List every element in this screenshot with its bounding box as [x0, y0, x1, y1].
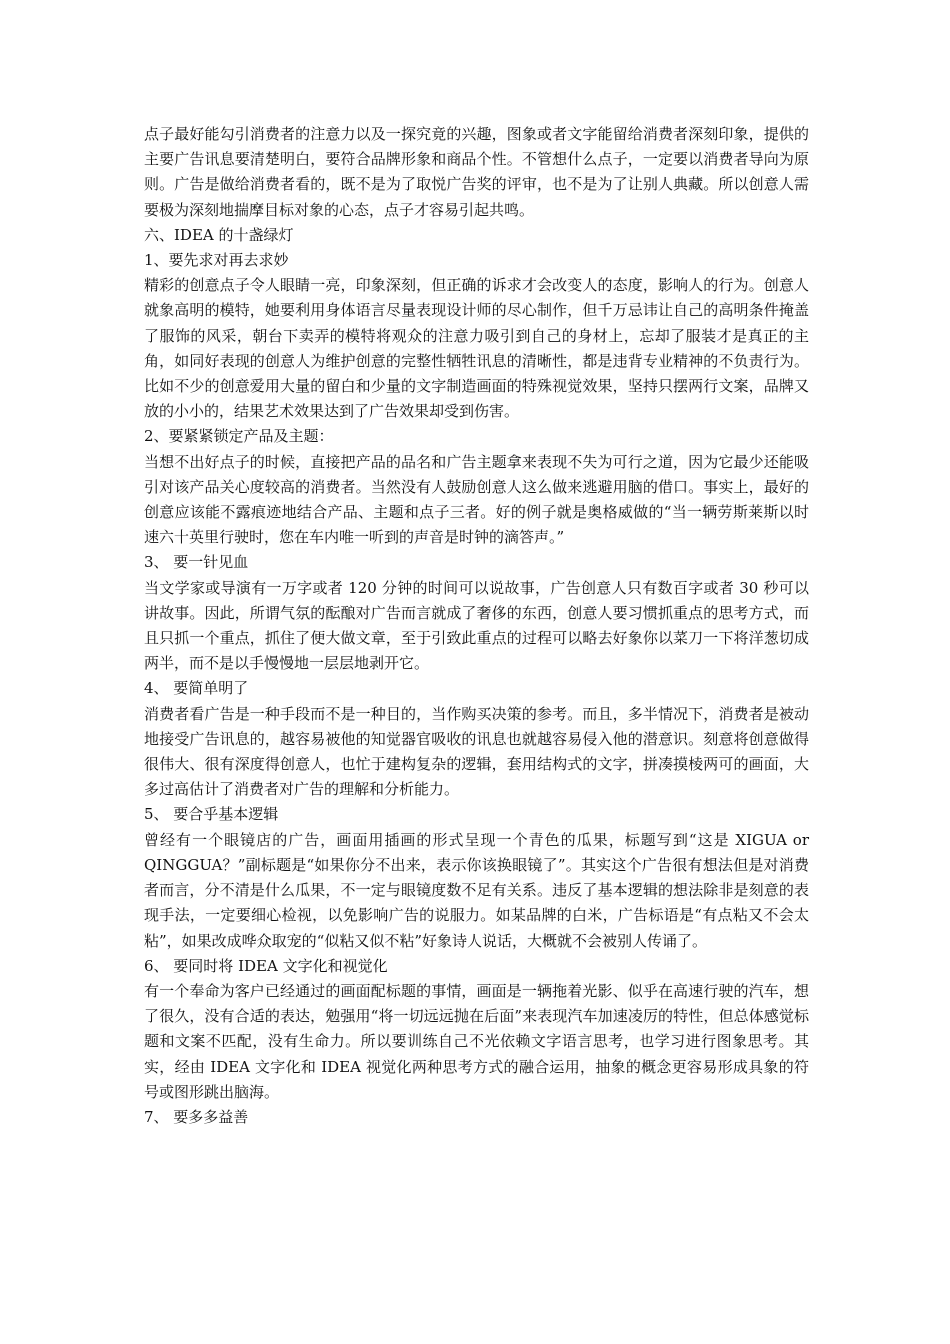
section-heading: 六、IDEA 的十盏绿灯	[144, 225, 294, 244]
item-heading-7: 7、 要多多益善	[144, 1107, 249, 1126]
item-heading-6: 6、 要同时将 IDEA 文字化和视觉化	[144, 956, 388, 975]
item-body-3: 当文学家或导演有一万字或者 120 分钟的时间可以说故事，广告创意人只有数百字或者 30 秒可以讲故事。因此，所谓气氛的酝酿对广告而言就成了奢侈的东西，创意人要习惯抓重点的思考方式，而且只抓一个重点，抓住了便大做文章，至于引致此重点的过程可以略去好象你以菜刀一下将洋葱切成两半，而不是以手慢慢地一层层地剥开它。	[144, 578, 809, 673]
item-body-1: 精彩的创意点子令人眼睛一亮，印象深刻，但正确的诉求才会改变人的态度，影响人的行为。创意人就象高明的模特，她要利用身体语言尽量表现设计师的尽心制作，但千万忌讳让自己的高明条件掩盖了服饰的风采，朝台下卖弄的模特将观众的注意力吸引到自己的身材上，忘却了服装才是真正的主角，如同好表现的创意人为维护创意的完整性牺牲讯息的清晰性，都是违背专业精神的不负责行为。比如不少的创意爱用大量的留白和少量的文字制造画面的特殊视觉效果，坚持只摆两行文案，品牌又放的小小的，结果艺术效果达到了广告效果却受到伤害。	[144, 276, 809, 421]
item-body-4: 消费者看广告是一种手段而不是一种目的，当作购买决策的参考。而且，多半情况下，消费者是被动地接受广告讯息的，越容易被他的知觉器官吸收的讯息也就越容易侵入他的潜意识。刻意将创意做得很伟大、很有深度得创意人，也忙于建构复杂的逻辑，套用结构式的文字，拼凑摸棱两可的画面，大多过高估计了消费者对广告的理解和分析能力。	[144, 704, 809, 799]
paragraph-intro: 点子最好能勾引消费者的注意力以及一探究竟的兴趣，图象或者文字能留给消费者深刻印象，提供的主要广告讯息要清楚明白，要符合品牌形象和商品个性。不管想什么点子，一定要以消费者导向为原则。广告是做给消费者看的，既不是为了取悦广告奖的评审，也不是为了让别人典藏。所以创意人需要极为深刻地揣摩目标对象的心态，点子才容易引起共鸣。	[144, 125, 809, 219]
item-body-6: 有一个奉命为客户已经通过的画面配标题的事情，画面是一辆拖着光影、似乎在高速行驶的汽车，想了很久，没有合适的表达，勉强用“将一切远远抛在后面”来表现汽车加速凌厉的特性，但总体感觉标题和文案不匹配，没有生命力。所以要训练自己不光依赖文字语言思考，也学习进行图象思考。其实，经由 IDEA 文字化和 IDEA 视觉化两种思考方式的融合运用，抽象的概念更容易形成具象的符号或图形跳出脑海。	[144, 981, 809, 1101]
item-heading-1: 1、要先求对再去求妙	[144, 251, 289, 270]
document-body	[144, 122, 809, 1130]
item-heading-5: 5、 要合乎基本逻辑	[144, 805, 279, 824]
item-body-2: 当想不出好点子的时候，直接把产品的品名和广告主题拿来表现不失为可行之道，因为它最少还能吸引对该产品关心度较高的消费者。当然没有人鼓励创意人这么做来逃避用脑的借口。事实上，最好的创意应该能不露痕迹地结合产品、主题和点子三者。好的例子就是奥格威做的“当一辆劳斯莱斯以时速六十英里行驶时，您在车内唯一听到的声音是时钟的滴答声。”	[144, 452, 809, 547]
item-body-5: 曾经有一个眼镜店的广告，画面用插画的形式呈现一个青色的瓜果，标题写到“这是 XIGUA or QINGGUA？”副标题是“如果你分不出来，表示你该换眼镜了”。其实这个广告很有想法但是对消费者而言，分不清是什么瓜果，不一定与眼镜度数不足有关系。违反了基本逻辑的想法除非是刻意的表现手法，一定要细心检视，以免影响广告的说服力。如某品牌的白米，广告标语是“有点粘又不会太粘”，如果改成哗众取宠的“似粘又似不粘”好象诗人说话，大概就不会被别人传诵了。	[144, 830, 809, 950]
item-heading-2: 2、要紧紧锁定产品及主题：	[144, 427, 334, 446]
item-heading-4: 4、 要简单明了	[144, 679, 249, 698]
item-heading-3: 3、 要一针见血	[144, 553, 249, 572]
